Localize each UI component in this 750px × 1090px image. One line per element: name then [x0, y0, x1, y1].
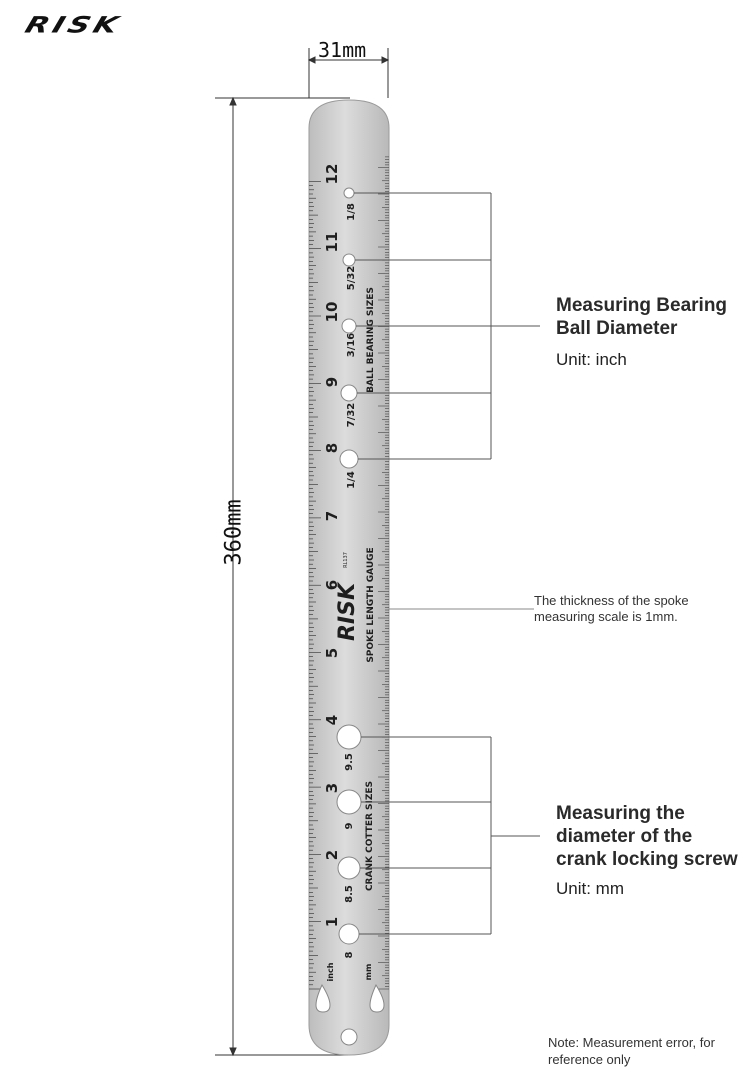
crank-size: 9 [344, 822, 355, 830]
inch-number: 11 [323, 231, 341, 253]
mm-unit-label: mm [364, 963, 373, 981]
bearing-size: 5/32 [346, 265, 357, 291]
bearing-size: 1/4 [346, 471, 357, 489]
thickness-note: The thickness of the spoke measuring scale is 1mm. [534, 593, 689, 624]
bearing-callout-title: Measuring Bearing Ball Diameter [556, 295, 728, 339]
crank-size: 9.5 [344, 753, 355, 771]
bearing-hole-5-32 [343, 254, 355, 266]
inch-number: 6 [323, 579, 341, 591]
inch-number: 8 [323, 442, 341, 454]
bearing-hole-3-16 [342, 319, 356, 333]
width-dimension-label: 31mm [318, 38, 367, 62]
height-dimension-label: 360mm [221, 499, 247, 566]
inch-unit-label: inch [326, 962, 335, 982]
ruler-body [309, 100, 389, 1055]
inch-number: 7 [323, 510, 341, 522]
bearing-hole-1-8 [344, 188, 354, 198]
ruler-logo: RISK [335, 582, 360, 642]
inch-number: 5 [323, 647, 341, 659]
crank-callout-unit: Unit: mm [556, 879, 624, 898]
crank-section-label: CRANK COTTER SIZES [365, 780, 375, 892]
bearing-callout-unit: Unit: inch [556, 350, 627, 369]
crank-size: 8.5 [344, 885, 355, 903]
bearing-hole-1-4 [340, 450, 358, 468]
gauge-label: SPOKE LENGTH GAUGE [366, 547, 376, 663]
inch-number: 10 [323, 301, 341, 323]
crank-hole-9-5 [337, 725, 361, 749]
inch-number: 4 [323, 714, 341, 726]
inch-number: 12 [323, 163, 341, 185]
bearing-section-label: BALL BEARING SIZES [366, 287, 376, 393]
crank-hole-8 [339, 924, 359, 944]
crank-callout-title: Measuring the diameter of the crank locking screw [556, 803, 738, 870]
crank-size: 8 [344, 951, 355, 959]
inch-number: 2 [323, 849, 341, 861]
bearing-hole-7-32 [341, 385, 357, 401]
inch-number: 9 [323, 376, 341, 388]
measurement-error-note: Note: Measurement error, for reference only [548, 1035, 715, 1067]
bearing-size: 1/8 [346, 203, 357, 221]
ruler-model: RL137 [343, 552, 349, 568]
bearing-size: 3/16 [346, 332, 357, 358]
crank-hole-8-5 [338, 857, 360, 879]
brand-logo: RISK [21, 12, 126, 39]
bearing-size: 7/32 [346, 402, 357, 428]
inch-number: 3 [323, 782, 341, 794]
bottom-hole [341, 1029, 357, 1045]
inch-number: 1 [323, 916, 341, 928]
